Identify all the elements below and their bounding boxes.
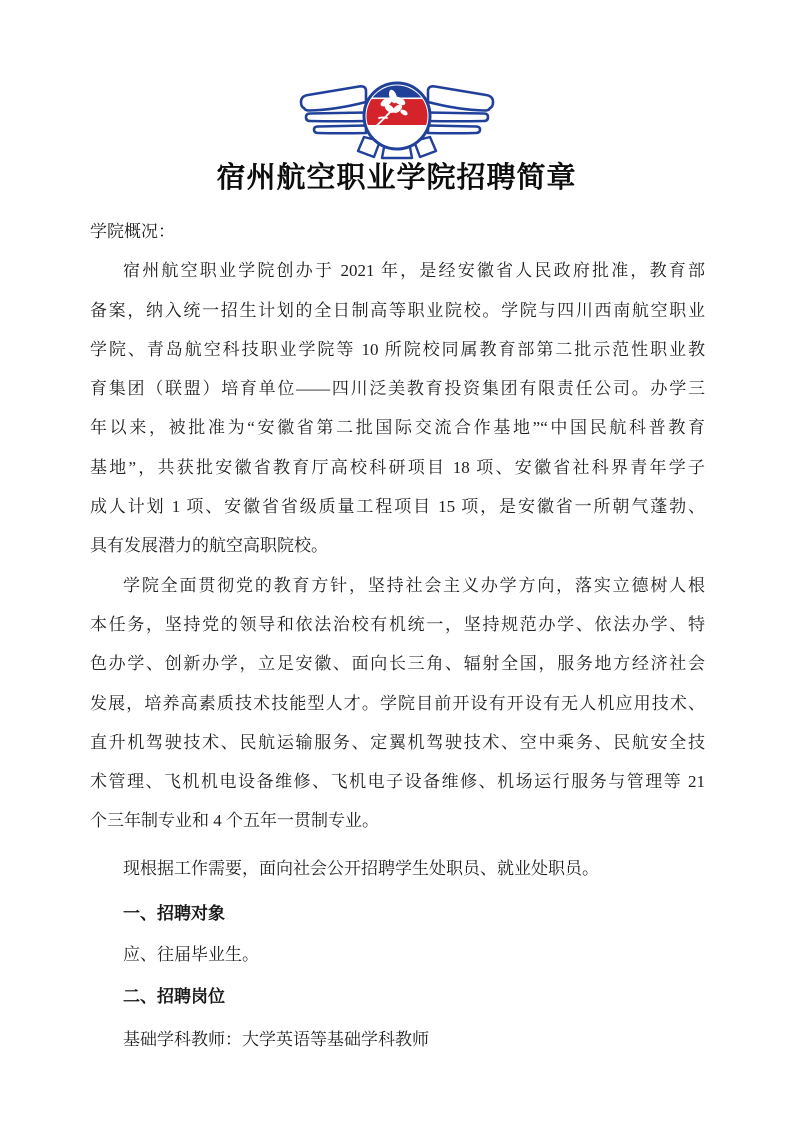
section-heading-recruitment-targets: 一、招聘对象 <box>123 904 225 924</box>
text-line: 成人计划 1 项、安徽省省级质量工程项目 15 项，是安徽省一所朝气蓬勃、 <box>90 497 705 517</box>
text-line: 个三年制专业和 4 个五年一贯制专业。 <box>90 811 379 831</box>
text-line: 直升机驾驶技术、民航运输服务、定翼机驾驶技术、空中乘务、民航安全技 <box>90 732 705 752</box>
section-label-overview: 学院概况： <box>90 222 175 241</box>
text-line: 发展，培养高素质技术技能型人才。学院目前开设有开设有无人机应用技术、 <box>90 693 705 713</box>
college-emblem-logo <box>299 80 495 164</box>
page-title: 宿州航空职业学院招聘简章 <box>216 162 577 194</box>
document-body <box>90 212 705 1059</box>
text-line: 应、往届毕业生。 <box>123 945 259 965</box>
text-line: 基地”，共获批安徽省教育厅高校科研项目 18 项、安徽省社科界青年学子 <box>90 457 705 477</box>
text-line: 学院全面贯彻党的教育方针，坚持社会主义办学方向，落实立德树人根 <box>123 575 705 595</box>
text-line: 具有发展潜力的航空高职院校。 <box>90 536 328 556</box>
text-line: 术管理、飞机机电设备维修、飞机电子设备维修、机场运行服务与管理等 21 <box>90 772 705 792</box>
text-line: 育集团（联盟）培育单位——四川泛美教育投资集团有限责任公司。办学三 <box>90 379 705 399</box>
text-line: 备案，纳入统一招生计划的全日制高等职业院校。学院与四川西南航空职业 <box>90 300 705 320</box>
text-line: 年以来，被批准为“安徽省第二批国际交流合作基地”“中国民航科普教育 <box>90 418 705 438</box>
text-line: 学院、青岛航空科技职业学院等 10 所院校同属教育部第二批示范性职业教 <box>90 339 705 359</box>
text-line: 本任务，坚持党的领导和依法治校有机统一，坚持规范办学、依法办学、特 <box>90 614 705 634</box>
text-line: 基础学科教师：大学英语等基础学科教师 <box>123 1029 429 1049</box>
text-line: 现根据工作需要，面向社会公开招聘学生处职员、就业处职员。 <box>123 858 599 878</box>
section-heading-recruitment-positions: 二、招聘岗位 <box>123 986 225 1006</box>
text-line: 宿州航空职业学院创办于 2021 年，是经安徽省人民政府批准，教育部 <box>123 261 705 281</box>
aviation-wings-flower-emblem-icon <box>299 80 495 164</box>
text-line: 色办学、创新办学，立足安徽、面向长三角、辐射全国，服务地方经济社会 <box>90 654 705 674</box>
